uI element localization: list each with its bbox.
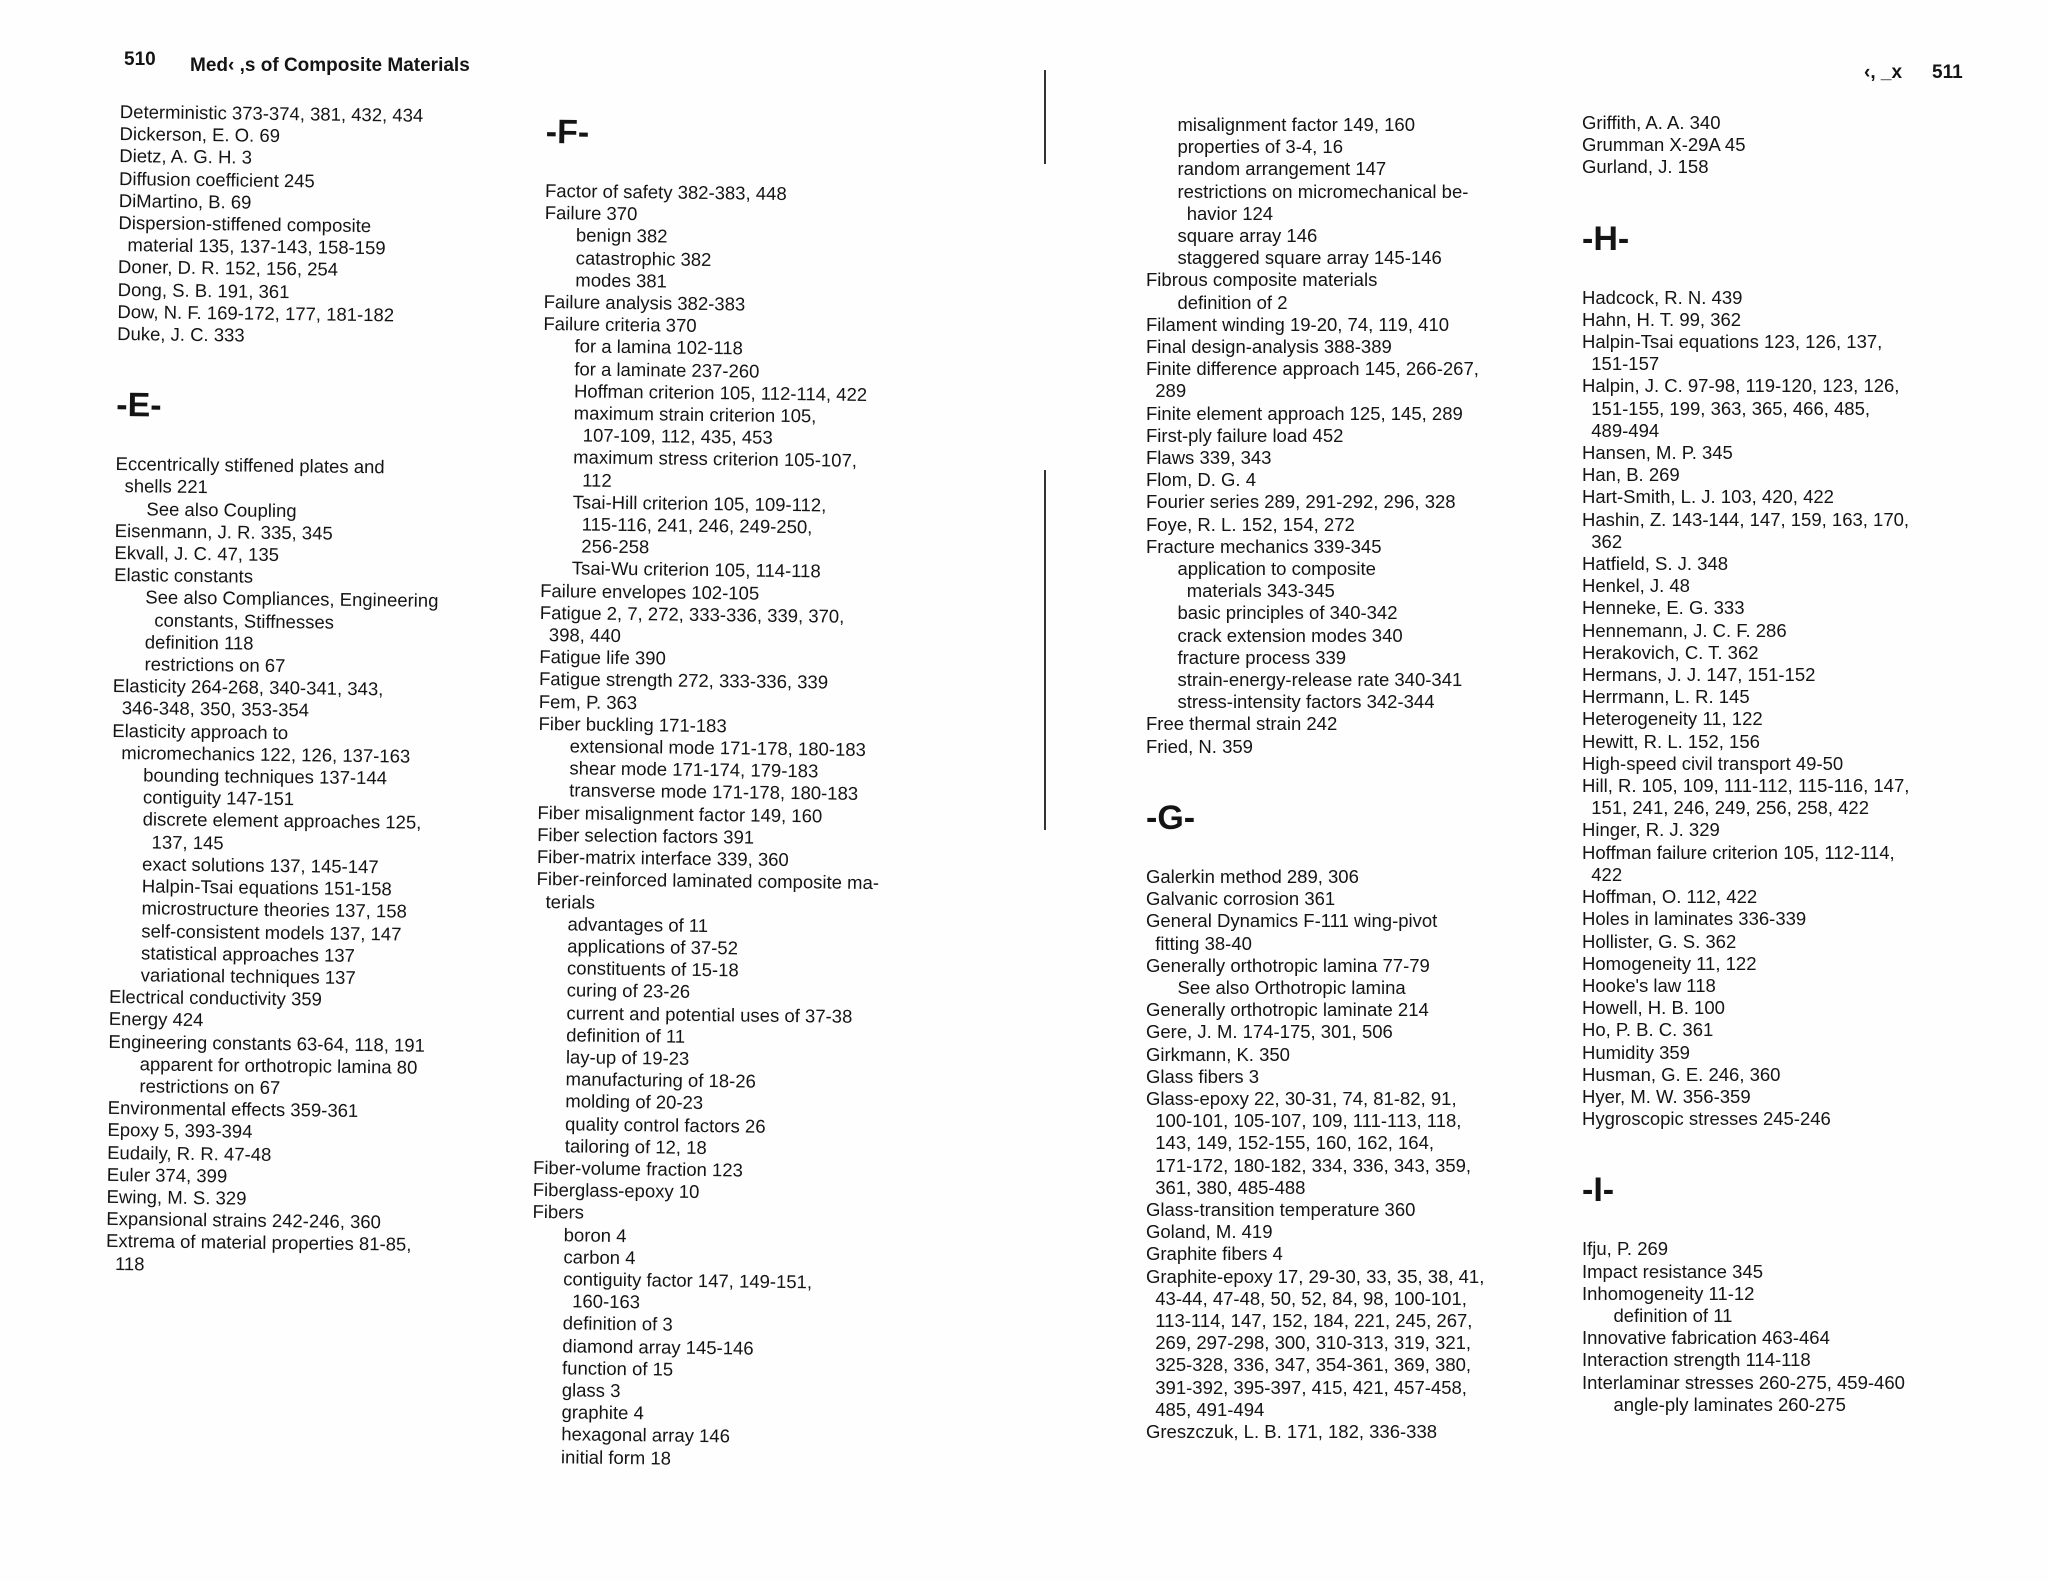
index-entry: Failure 370 <box>544 202 638 225</box>
index-subentry: self-consistent models 137, 147 <box>141 919 402 945</box>
index-entry: Innovative fabrication 463-464 <box>1582 1327 1830 1349</box>
section-spacer <box>1582 259 1909 287</box>
index-subentry: transverse mode 171-178, 180-183 <box>569 779 859 805</box>
index-entry: Hermans, J. J. 147, 151-152 <box>1582 664 1816 686</box>
index-subentry: benign 382 <box>575 224 668 247</box>
index-subentry: catastrophic 382 <box>575 246 712 270</box>
index-subentry: restrictions on micromechanical be- havior 124 <box>1177 180 1469 224</box>
index-subentry: manufacturing of 18-26 <box>565 1068 757 1092</box>
index-subentry: hexagonal array 146 <box>561 1423 731 1447</box>
index-subentry: bounding techniques 137-144 <box>143 764 388 789</box>
index-entry: Grumman X-29A 45 <box>1582 134 1746 156</box>
index-entry: Humidity 359 <box>1582 1041 1690 1063</box>
index-entry: Failure envelopes 102-105 <box>540 579 760 604</box>
index-entry: Glass-transition temperature 360 <box>1146 1198 1416 1220</box>
index-subentry: curing of 23-26 <box>566 979 691 1003</box>
index-entry: Fibers <box>532 1201 585 1223</box>
index-entry: Goland, M. 419 <box>1146 1221 1273 1243</box>
index-entry: Fiberglass-epoxy 10 <box>532 1179 700 1203</box>
section-spacer <box>545 152 888 184</box>
index-entry: Fiber-reinforced laminated composite ma- terials <box>536 868 880 913</box>
index-subentry: tailoring of 12, 18 <box>564 1135 707 1158</box>
index-entry: Failure analysis 382-383 <box>543 291 746 315</box>
index-subentry: definition 118 <box>144 631 254 654</box>
index-entry: Ekvall, J. C. 47, 135 <box>114 542 280 566</box>
index-entry: Fiber-volume fraction 123 <box>532 1156 743 1181</box>
index-subentry: variational techniques 137 <box>140 964 356 988</box>
index-subentry: See also Orthotropic lamina <box>1177 976 1406 998</box>
index-subentry: strain-energy-release rate 340-341 <box>1177 669 1463 691</box>
index-entry: Hansen, M. P. 345 <box>1582 442 1733 464</box>
index-entry: Generally orthotropic laminate 214 <box>1146 999 1429 1021</box>
index-entry: Expansional strains 242-246, 360 <box>106 1208 382 1233</box>
index-subentry: diamond array 145-146 <box>562 1334 754 1359</box>
section-spacer <box>1582 179 1909 219</box>
section-heading: -H- <box>1582 219 1630 258</box>
index-entry: Graphite-epoxy 17, 29-30, 33, 35, 38, 41, 43-44, 47-48, 50, 52, 84, 98, 100-101, 113-114, 147, 152, 184, 221, 245, 267, 269, 297-298, 300, 310-313, 319, 321, 325-328, 336, 347, 354-361, 369, 380, 391-392, 395-397, 415, 421, 457-458, 485, 491-494 <box>1146 1265 1485 1420</box>
index-entry: Doner, D. R. 152, 156, 254 <box>117 256 339 281</box>
index-entry: Energy 424 <box>108 1008 204 1031</box>
index-entry: Heterogeneity 11, 122 <box>1582 708 1763 730</box>
page-number-left: 510 <box>124 49 156 70</box>
index-entry: Howell, H. B. 100 <box>1582 997 1725 1019</box>
index-entry: Extrema of material properties 81-85, 118 <box>105 1230 412 1274</box>
index-subentry: function of 15 <box>561 1357 674 1380</box>
index-subentry: boron 4 <box>563 1223 627 1246</box>
index-entry: Henkel, J. 48 <box>1582 575 1690 597</box>
index-subentry: quality control factors 26 <box>564 1112 766 1137</box>
index-entry: Euler 374, 399 <box>106 1163 228 1187</box>
index-entry: Hooke's law 118 <box>1582 974 1716 996</box>
index-entry: Holes in laminates 336-339 <box>1582 908 1807 930</box>
index-subentry: square array 146 <box>1177 225 1318 247</box>
page-number-right: 511 <box>1932 62 1963 83</box>
index-subentry: basic principles of 340-342 <box>1177 602 1398 624</box>
index-entry: Eisenmann, J. R. 335, 345 <box>114 519 333 544</box>
index-entry: Dickerson, E. O. 69 <box>119 123 281 147</box>
index-entry: High-speed civil transport 49-50 <box>1582 752 1844 774</box>
index-entry: Fibrous composite materials <box>1146 269 1378 291</box>
index-column-1 <box>106 101 445 1279</box>
index-entry: Generally orthotropic lamina 77-79 <box>1146 954 1430 976</box>
index-subentry: properties of 3-4, 16 <box>1177 136 1344 158</box>
index-subentry: fracture process 339 <box>1177 646 1347 668</box>
running-head-left: Med‹ ,s of Composite Materials <box>190 55 470 76</box>
index-entry: Hinger, R. J. 329 <box>1582 819 1720 841</box>
index-entry: Griffith, A. A. 340 <box>1582 112 1721 133</box>
index-entry: Filament winding 19-20, 74, 119, 410 <box>1146 313 1450 335</box>
index-column-2 <box>529 112 888 1472</box>
index-entry: Gere, J. M. 174-175, 301, 506 <box>1146 1021 1393 1043</box>
index-subentry: restrictions on 67 <box>144 653 286 677</box>
index-subentry: Tsai-Wu criterion 105, 114-118 <box>571 557 821 582</box>
index-entry: Fiber misalignment factor 149, 160 <box>537 801 823 827</box>
index-subentry: See also Coupling <box>146 497 297 521</box>
index-entry: Gurland, J. 158 <box>1582 156 1709 178</box>
index-subentry: stress-intensity factors 342-344 <box>1177 691 1435 713</box>
index-entry: Dispersion-stiffened composite material 135, 137-143, 158-159 <box>118 212 386 259</box>
index-entry: Failure criteria 370 <box>543 313 697 337</box>
index-entry: Final design-analysis 388-389 <box>1146 336 1392 358</box>
index-entry: Electrical conductivity 359 <box>108 986 323 1010</box>
index-subentry: maximum strain criterion 105, 107-109, 112, 435, 453 <box>573 402 817 449</box>
index-entry: Elasticity 264-268, 340-341, 343, 346-348, 350, 353-354 <box>112 675 384 721</box>
index-entry: Inhomogeneity 11-12 <box>1582 1282 1755 1304</box>
section-spacer <box>1582 1210 1909 1238</box>
index-entry: Hahn, H. T. 99, 362 <box>1582 308 1742 330</box>
index-subentry: Halpin-Tsai equations 151-158 <box>141 875 392 900</box>
index-entry: Fem, P. 363 <box>538 690 638 713</box>
index-entry: Fiber selection factors 391 <box>537 823 755 848</box>
index-entry: Ewing, M. S. 329 <box>106 1185 247 1209</box>
index-subentry: lay-up of 19-23 <box>565 1046 690 1069</box>
index-entry: General Dynamics F-111 wing-pivot fitting 38-40 <box>1146 910 1438 954</box>
index-subentry: maximum stress criterion 105-107, 112 <box>573 446 858 491</box>
index-subentry: discrete element approaches 125, 137, 145 <box>142 808 422 854</box>
index-entry: Homogeneity 11, 122 <box>1582 952 1757 974</box>
index-subentry: applications of 37-52 <box>567 935 739 959</box>
index-entry: Flom, D. G. 4 <box>1146 469 1256 491</box>
section-heading: -I- <box>1582 1171 1615 1210</box>
index-entry: Fried, N. 359 <box>1146 735 1253 757</box>
index-entry: Finite difference approach 145, 266-267, 289 <box>1146 358 1479 402</box>
index-column-3 <box>1146 114 1484 1443</box>
index-subentry: definition of 3 <box>562 1312 673 1335</box>
section-spacer <box>1146 758 1484 798</box>
index-subentry: See also Compliances, Engineering constants, Stiffnesses <box>145 586 439 633</box>
index-entry: Herrmann, L. R. 145 <box>1582 686 1750 708</box>
index-entry: Girkmann, K. 350 <box>1146 1043 1290 1065</box>
index-entry: Greszczuk, L. B. 171, 182, 336-338 <box>1146 1420 1438 1442</box>
index-entry: Elastic constants <box>114 564 254 587</box>
index-column-4 <box>1582 112 1909 1416</box>
index-subentry: application to composite materials 343-345 <box>1177 558 1376 602</box>
index-entry: First-ply failure load 452 <box>1146 424 1344 446</box>
index-entry: Glass-epoxy 22, 30-31, 74, 81-82, 91, 100-101, 105-107, 109, 111-113, 118, 143, 149, 152-155, 160, 162, 164, 171-172, 180-182, 334, 336, 343, 359, 361, 380, 485-488 <box>1146 1087 1472 1198</box>
index-entry: Foye, R. L. 152, 154, 272 <box>1146 513 1355 535</box>
index-entry: Galvanic corrosion 361 <box>1146 888 1336 910</box>
section-spacer <box>117 345 442 389</box>
right-page <box>1024 0 2048 1582</box>
index-entry: Fracture mechanics 339-345 <box>1146 535 1382 557</box>
index-entry: Fiber-matrix interface 339, 360 <box>536 846 789 871</box>
index-entry: Hart-Smith, L. J. 103, 420, 422 <box>1582 486 1834 508</box>
index-entry: Ifju, P. 269 <box>1582 1238 1669 1260</box>
index-subentry: microstructure theories 137, 158 <box>141 897 407 922</box>
index-subentry: crack extension modes 340 <box>1177 624 1403 646</box>
index-entry: Dietz, A. G. H. 3 <box>119 145 253 169</box>
index-entry: Finite element approach 125, 145, 289 <box>1146 402 1463 424</box>
index-subentry: contiguity 147-151 <box>142 786 295 810</box>
index-subentry: extensional mode 171-178, 180-183 <box>569 735 867 761</box>
section-heading: -G- <box>1146 798 1196 837</box>
index-entry: Galerkin method 289, 306 <box>1146 865 1359 887</box>
index-entry: Interaction strength 114-118 <box>1582 1349 1811 1371</box>
index-entry: Flaws 339, 343 <box>1146 447 1272 469</box>
index-entry: Fatigue life 390 <box>539 646 666 669</box>
index-entry: Fiber buckling 171-183 <box>538 712 727 737</box>
index-subentry: modes 381 <box>575 269 668 292</box>
index-subentry: apparent for orthotropic lamina 80 <box>139 1053 418 1078</box>
index-subentry: glass 3 <box>561 1379 621 1401</box>
index-entry: Hewitt, R. L. 152, 156 <box>1582 730 1760 752</box>
section-spacer <box>1146 838 1484 866</box>
index-entry: Fatigue 2, 7, 272, 333-336, 339, 370, 398, 440 <box>539 601 845 647</box>
index-entry: Husman, G. E. 246, 360 <box>1582 1063 1781 1085</box>
index-subentry: molding of 20-23 <box>565 1090 704 1114</box>
index-subentry: restrictions on 67 <box>139 1075 281 1098</box>
index-subentry: advantages of 11 <box>567 913 709 936</box>
index-entry: Deterministic 373-374, 381, 432, 434 <box>119 101 424 126</box>
index-entry: Hashin, Z. 143-144, 147, 159, 163, 170, 362 <box>1582 508 1910 552</box>
index-entry: Fatigue strength 272, 333-336, 339 <box>538 668 829 693</box>
index-subentry: carbon 4 <box>563 1246 636 1268</box>
section-spacer <box>116 425 441 457</box>
index-entry: Fourier series 289, 291-292, 296, 328 <box>1146 491 1456 513</box>
index-entry: Elasticity approach to micromechanics 122, 126, 137-163 <box>112 719 411 767</box>
index-subentry: statistical approaches 137 <box>140 942 356 966</box>
section-heading: -E- <box>116 386 162 425</box>
index-subentry: initial form 18 <box>560 1445 672 1469</box>
index-entry: Graphite fibers 4 <box>1146 1243 1283 1265</box>
index-subentry: definition of 11 <box>1613 1304 1733 1326</box>
index-subentry: shear mode 171-174, 179-183 <box>569 757 819 782</box>
index-entry: Hadcock, R. N. 439 <box>1582 286 1743 308</box>
index-entry: Diffusion coefficient 245 <box>118 167 315 191</box>
index-subentry: Hoffman criterion 105, 112-114, 422 <box>573 380 868 405</box>
index-entry: Hyer, M. W. 356-359 <box>1582 1085 1751 1107</box>
index-subentry: for a laminate 237-260 <box>574 357 760 382</box>
index-entry: Eccentrically stiffened plates and shells 221 <box>115 453 385 498</box>
gutter-mark <box>1044 470 1046 830</box>
index-subentry: current and potential uses of 37-38 <box>566 1001 853 1027</box>
index-subentry: graphite 4 <box>561 1401 644 1424</box>
index-subentry: angle-ply laminates 260-275 <box>1613 1393 1846 1415</box>
index-entry: Engineering constants 63-64, 118, 191 <box>108 1030 426 1056</box>
index-entry: Hoffman failure criterion 105, 112-114, 422 <box>1582 841 1895 885</box>
index-entry: Eudaily, R. R. 47-48 <box>107 1141 272 1165</box>
index-entry: Factor of safety 382-383, 448 <box>544 179 787 204</box>
index-subentry: for a lamina 102-118 <box>574 335 744 359</box>
index-subentry: staggered square array 145-146 <box>1177 247 1442 269</box>
index-entry: DiMartino, B. 69 <box>118 189 252 213</box>
index-entry: Han, B. 269 <box>1582 464 1680 486</box>
index-entry: Impact resistance 345 <box>1582 1260 1763 1282</box>
index-entry: Halpin-Tsai equations 123, 126, 137, 151-157 <box>1582 331 1883 375</box>
index-subentry: definition of 2 <box>1177 291 1288 313</box>
index-entry: Free thermal strain 242 <box>1146 713 1338 735</box>
index-entry: Ho, P. B. C. 361 <box>1582 1019 1714 1041</box>
index-entry: Hygroscopic stresses 245-246 <box>1582 1108 1831 1130</box>
index-entry: Herakovich, C. T. 362 <box>1582 641 1759 663</box>
index-entry: Epoxy 5, 393-394 <box>107 1119 253 1143</box>
index-entry: Dong, S. B. 191, 361 <box>117 278 290 302</box>
index-entry: Dow, N. F. 169-172, 177, 181-182 <box>117 300 395 326</box>
index-subentry: Tsai-Hill criterion 105, 109-112, 115-116, 241, 246, 249-250, 256-258 <box>572 491 827 558</box>
section-heading: -F- <box>545 112 590 152</box>
index-entry: Hennemann, J. C. F. 286 <box>1582 619 1787 641</box>
index-entry: Hoffman, O. 112, 422 <box>1582 886 1758 908</box>
index-entry: Hill, R. 105, 109, 111-112, 115-116, 147, 151, 241, 246, 249, 256, 258, 422 <box>1582 775 1910 819</box>
index-subentry: exact solutions 137, 145-147 <box>141 853 379 878</box>
section-spacer <box>1582 1130 1909 1170</box>
index-entry: Halpin, J. C. 97-98, 119-120, 123, 126, 151-155, 199, 363, 365, 466, 485, 489-494 <box>1582 375 1900 441</box>
running-head-right: ‹, _x <box>1864 62 1903 83</box>
index-entry: Glass fibers 3 <box>1146 1065 1260 1087</box>
index-subentry: random arrangement 147 <box>1177 158 1387 180</box>
index-entry: Hollister, G. S. 362 <box>1582 930 1737 952</box>
index-entry: Interlaminar stresses 260-275, 459-460 <box>1582 1371 1905 1393</box>
index-subentry: contiguity factor 147, 149-151, 160-163 <box>563 1268 813 1313</box>
index-subentry: constituents of 15-18 <box>566 957 739 981</box>
index-subentry: definition of 11 <box>566 1024 686 1047</box>
index-entry: Environmental effects 359-361 <box>107 1097 359 1122</box>
index-entry: Hatfield, S. J. 348 <box>1582 553 1729 575</box>
index-entry: Henneke, E. G. 333 <box>1582 597 1745 619</box>
index-subentry: misalignment factor 149, 160 <box>1177 114 1415 135</box>
gutter-mark <box>1044 70 1046 164</box>
index-entry: Duke, J. C. 333 <box>117 323 245 346</box>
